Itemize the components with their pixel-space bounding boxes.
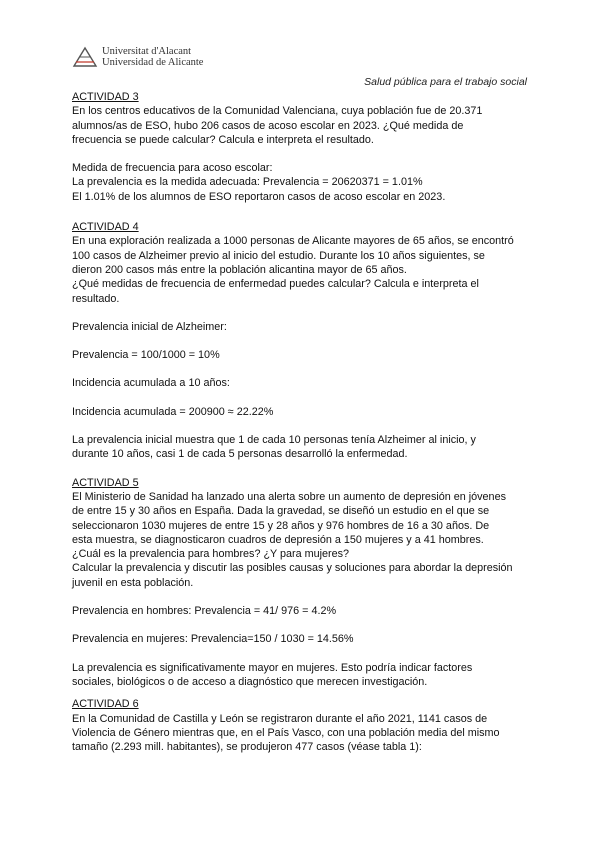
activity-5-question-line: Calcular la prevalencia y discutir las posibles causas y soluciones para abordar la depresión xyxy=(72,562,513,575)
activity-4-answer-line: Incidencia acumulada a 10 años: xyxy=(72,377,230,390)
activity-6-question-line: tamaño (2.293 mill. habitantes), se produjeron 477 casos (véase tabla 1): xyxy=(72,741,422,754)
activity-5-answer-line: La prevalencia es significativamente mayor en mujeres. Esto podría indicar factores xyxy=(72,661,473,674)
activity-3-answer-line: El 1.01% de los alumnos de ESO reportaron casos de acoso escolar en 2023. xyxy=(72,190,446,203)
logo-text xyxy=(102,46,203,68)
activity-4-question-line: 100 casos de Alzheimer previo al inicio del estudio. Durante los 10 años siguientes, se xyxy=(72,249,485,262)
activity-5-answer-line: Prevalencia en hombres: Prevalencia = 41/ 976 = 4.2% xyxy=(72,605,337,618)
university-emblem-icon xyxy=(72,46,98,68)
activity-4-title: ACTIVIDAD 4 xyxy=(72,221,139,234)
activity-4-answer-line: Prevalencia inicial de Alzheimer: xyxy=(72,320,227,333)
logo-line-valencian: Universitat d'Alacant xyxy=(102,46,192,57)
activity-5-question-line: de entre 15 y 30 años en España. Dada la gravedad, se diseñó un estudio en el que se xyxy=(72,505,490,518)
activity-3-answer-line: La prevalencia es la medida adecuada: Prevalencia = 20620371 = 1.01% xyxy=(72,176,423,189)
activity-5-question-line: juvenil en esta población. xyxy=(72,576,194,589)
activity-5-question-line: ¿Cuál es la prevalencia para hombres? ¿Y para mujeres? xyxy=(72,548,350,561)
activity-3-question-line: alumnos/as de ESO, hubo 206 casos de acoso escolar en 2023. ¿Qué medida de xyxy=(72,119,464,132)
activity-3-title: ACTIVIDAD 3 xyxy=(72,91,139,103)
activity-5-answer-line: Prevalencia en mujeres: Prevalencia=150 / 1030 = 14.56% xyxy=(72,633,354,646)
activity-5-question-line: El Ministerio de Sanidad ha lanzado una alerta sobre un aumento de depresión en jóvenes xyxy=(72,490,506,503)
activity-4-question-line: dieron 200 casos más entre la población alicantina mayor de 65 años. xyxy=(72,263,407,276)
activity-4-answer-line: La prevalencia inicial muestra que 1 de cada 10 personas tenía Alzheimer al inicio, y xyxy=(72,434,476,447)
activity-5-title: ACTIVIDAD 5 xyxy=(72,476,139,489)
activity-3-question-line: frecuencia se puede calcular? Calcula e interpreta el resultado. xyxy=(72,133,374,146)
activity-4-question-line: En una exploración realizada a 1000 personas de Alicante mayores de 65 años, se encontró xyxy=(72,235,514,248)
activity-4-answer-line: Prevalencia = 100/1000 = 10% xyxy=(72,349,220,362)
document-body xyxy=(72,90,532,754)
logo-line-spanish: Universidad de Alicante xyxy=(102,57,204,68)
activity-4-question-line: resultado. xyxy=(72,292,120,305)
activity-3-answer-line: Medida de frecuencia para acoso escolar: xyxy=(72,162,273,175)
activity-4-answer-line: durante 10 años, casi 1 de cada 5 personas desarrolló la enfermedad. xyxy=(72,448,408,461)
university-logo xyxy=(72,46,203,68)
activity-6-question-line: En la Comunidad de Castilla y León se registraron durante el año 2021, 1141 casos de xyxy=(72,712,488,725)
activity-5-answer-line: sociales, biológicos o de acceso a diagnóstico que merecen investigación. xyxy=(72,675,428,688)
activity-6-title: ACTIVIDAD 6 xyxy=(72,698,139,711)
activity-4-answer-line: Incidencia acumulada = 200900 ≈ 22.22% xyxy=(72,405,274,418)
activity-5-question-line: esta muestra, se diagnosticaron cuadros de depresión a 150 mujeres y a 41 hombres. xyxy=(72,533,484,546)
activity-4-question-line: ¿Qué medidas de frecuencia de enfermedad puedes calcular? Calcula e interpreta el xyxy=(72,278,479,291)
activity-3-question-line: En los centros educativos de la Comunidad Valenciana, cuya población fue de 20.371 xyxy=(72,105,483,118)
activity-5-question-line: seleccionaron 1030 mujeres de entre 15 y 28 años y 976 hombres de 16 a 30 años. De xyxy=(72,519,490,532)
subject-header: Salud pública para el trabajo social xyxy=(364,76,527,88)
activity-6-question-line: Violencia de Género mientras que, en el País Vasco, con una población media del mismo xyxy=(72,726,500,739)
